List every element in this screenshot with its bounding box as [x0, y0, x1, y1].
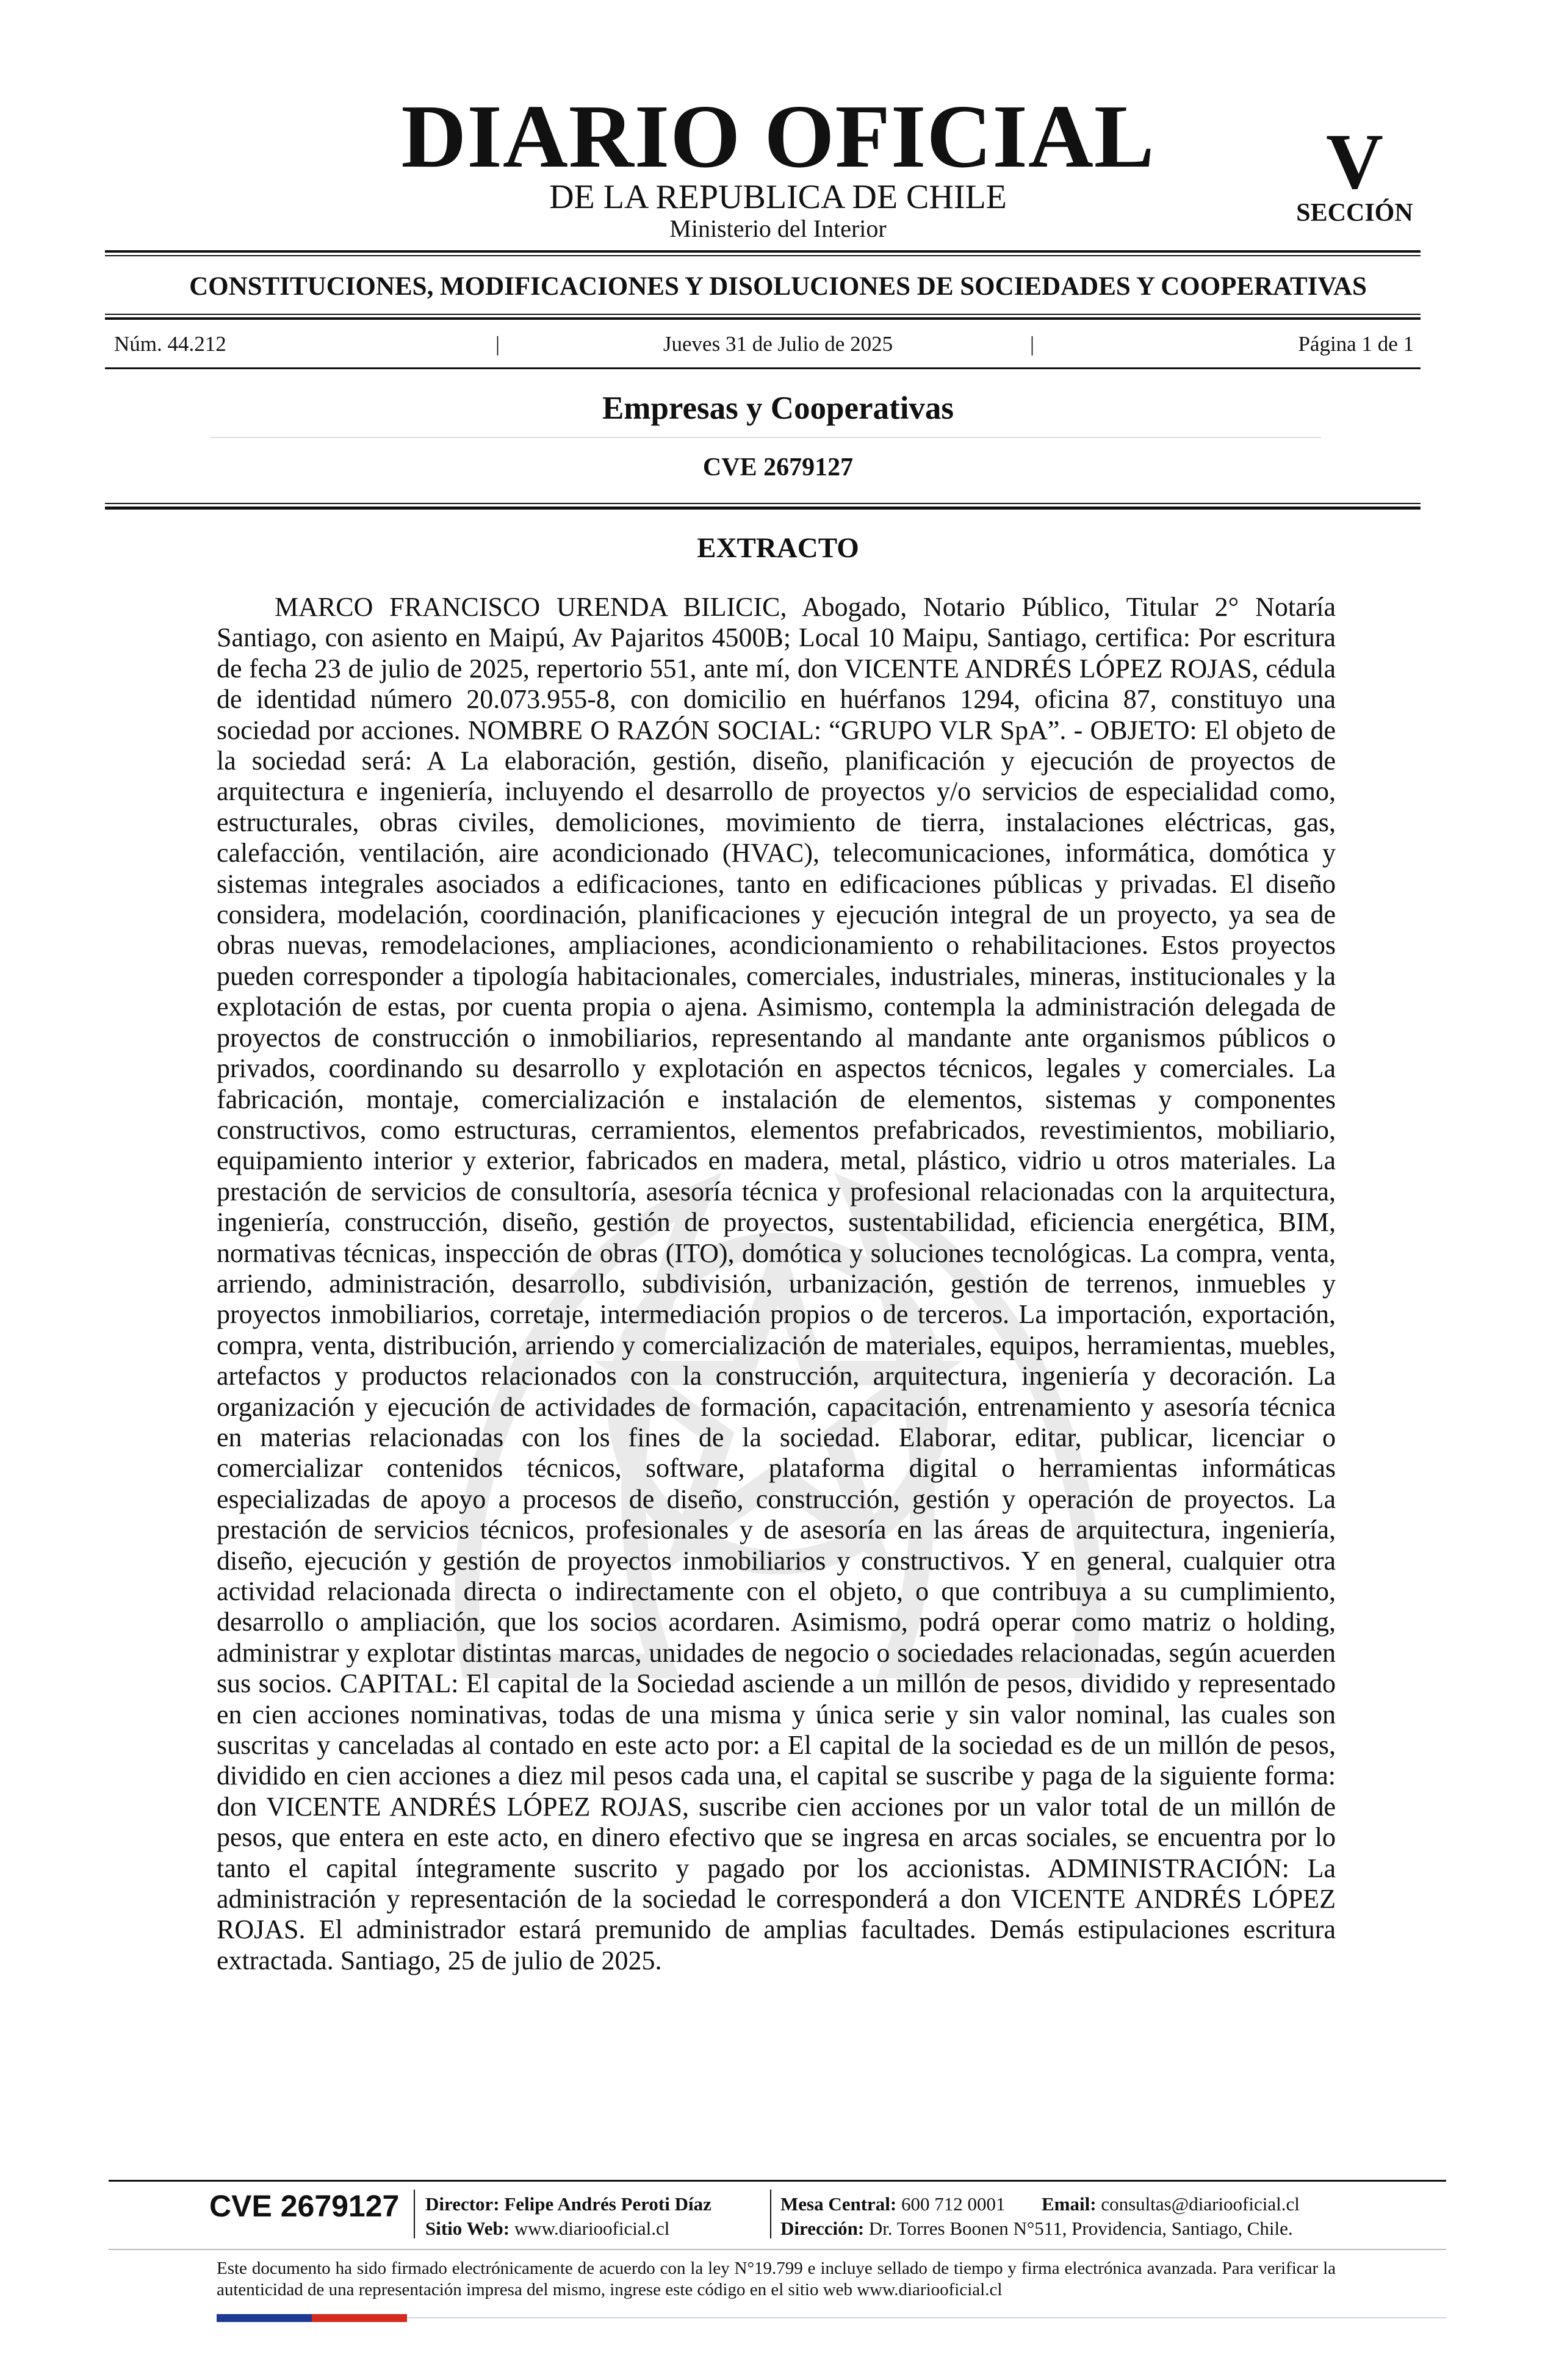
- header-rule-top: [105, 250, 1421, 253]
- issue-date: Jueves 31 de Julio de 2025: [663, 332, 893, 356]
- flag-blue-segment: [217, 2314, 312, 2322]
- footer-director-value: Felipe Andrés Peroti Díaz: [504, 2193, 711, 2215]
- section-heading-rule: [211, 437, 1321, 438]
- footer-email: [1042, 2194, 1300, 2213]
- footer-divider: [770, 2190, 771, 2238]
- footer-rule-top: [109, 2180, 1446, 2182]
- footer-email-link[interactable]: consultas@diariooficial.cl: [1101, 2193, 1300, 2215]
- masthead-ministry: Ministerio del Interior: [669, 215, 887, 242]
- footer-address-value: Dr. Torres Boonen N°511, Providencia, Santiago, Chile.: [868, 2218, 1293, 2239]
- category-title: CONSTITUCIONES, MODIFICACIONES Y DISOLUCIONES DE SOCIEDADES Y COOPERATIVAS: [189, 272, 1367, 301]
- footer-phone-label: Mesa Central:: [780, 2193, 897, 2215]
- extract-title: EXTRACTO: [697, 532, 859, 564]
- issue-separator: |: [495, 332, 500, 356]
- flag-red-segment: [312, 2314, 407, 2322]
- footer-website-link[interactable]: www.diariooficial.cl: [514, 2218, 670, 2239]
- masthead-subtitle: DE LA REPUBLICA DE CHILE: [549, 178, 1007, 216]
- footer-rule-middle: [109, 2249, 1446, 2250]
- footer-phone-value: 600 712 0001: [901, 2193, 1006, 2215]
- footer-rule-bottom: [407, 2317, 1446, 2318]
- footer-director-label: Director:: [425, 2193, 500, 2215]
- issue-rule-bottom: [105, 367, 1421, 369]
- footer-legal-notice: Este documento ha sido firmado electrónicamente de acuerdo con la ley N°19.799 e incluye sellado de tiempo y firma electrónica avanzada. Para verificar la autenticidad de una representación impresa del mismo, ingrese este código en el sitio web www.diariooficial.cl: [217, 2259, 1336, 2299]
- header-rule-top-thin: [105, 255, 1421, 256]
- section-letter: V: [1326, 118, 1383, 206]
- footer-divider: [414, 2190, 415, 2238]
- extract-body-text: MARCO FRANCISCO URENDA BILICIC, Abogado, Notario Público, Titular 2° Notaría Santiago, con asiento en Maipú, Av Pajaritos 4500B; Local 10 Maipu, Santiago, certifica: Por escritura de fecha 23 de julio de 2025, repertorio 551, ante mí, don VICENTE ANDRÉS LÓPEZ ROJAS, cédula de identidad número 20.073.955-8, con domicilio en huérfanos 1294, oficina 87, constituyo una sociedad por acciones. NOMBRE O RAZÓN SOCIAL: “GRUPO VLR SpA”. - OBJETO: El objeto de la sociedad será: A La elaboración, gestión, diseño, planificación y ejecución de proyectos de arquitectura e ingeniería, incluyendo el desarrollo de proyectos y/o servicios de especialidad como, estructurales, obras civiles, demoliciones, movimiento de tierra, instalaciones eléctricas, gas, calefacción, ventilación, aire acondicionado (HVAC), telecomunicaciones, informática, domótica y sistemas integrales asociados a edificaciones, tanto en edificaciones públicas y privadas. El diseño considera, modelación, coordinación, planificaciones y ejecución integral de un proyecto, ya sea de obras nuevas, remodelaciones, ampliaciones, acondicionamiento o rehabilitaciones. Estos proyectos pueden corresponder a tipología habitacionales, comerciales, industriales, mineras, institucionales y la explotación de estas, por cuenta propia o ajena. Asimismo, contempla la administración delegada de proyectos de construcción o inmobiliarios, representando al mandante ante organismos públicos o privados, coordinando su desarrollo y explotación en aspectos técnicos, legales y comerciales. La fabricación, montaje, comercialización e instalación de elementos, sistemas y componentes constructivos, como estructuras, cerramientos, elementos prefabricados, revestimientos, mobiliario, equipamiento interior y exterior, fabricados en madera, metal, plástico, vidrio u otros materiales. La prestación de servicios de consultoría, asesoría técnica y profesional relacionadas con la arquitectura, ingeniería, construcción, diseño, gestión de proyectos, sustentabilidad, eficiencia energética, BIM, normativas técnicas, inspección de obras (ITO), domótica y soluciones tecnológicas. La compra, venta, arriendo, administración, desarrollo, subdivisión, urbanización, gestión de terrenos, inmuebles y proyectos inmobiliarios, corretaje, intermediación propios o de terceros. La importación, exportación, compra, venta, distribución, arriendo y comercialización de materiales, equipos, herramientas, muebles, artefactos y productos relacionados con la construcción, arquitectura, ingeniería y decoración. La organización y ejecución de actividades de formación, capacitación, entrenamiento y asesoría técnica en materias relacionadas con los fines de la sociedad. Elaborar, editar, publicar, licenciar o comercializar contenidos técnicos, software, plataforma digital o herramientas informáticas especializadas de apoyo a procesos de diseño, construcción, gestión y operación de proyectos. La prestación de servicios técnicos, profesionales y de asesoría en las áreas de arquitectura, ingeniería, diseño, ejecución y gestión de proyectos inmobiliarios y constructivos. Y en general, cualquier otra actividad relacionada directa o indirectamente con el objeto, o que contribuya a su cumplimiento, desarrollo o ampliación, que los socios acordaren. Asimismo, podrá operar como matriz o holding, administrar y explotar distintas marcas, unidades de negocio o sociedades relacionadas, según acuerden sus socios. CAPITAL: El capital de la Sociedad asciende a un millón de pesos, dividido y representado en cien acciones nominativas, todas de una misma y única serie y sin valor nominal, las cuales son suscritas y canceladas al contado en este acto por: a El capital de la sociedad es de un millón de pesos, dividido en cien acciones a diez mil pesos cada una, el capital se suscribe y paga de la siguiente forma: don VICENTE ANDRÉS LÓPEZ ROJAS, suscribe cien acciones por un valor total de un millón de pesos, que entera en este acto, en dinero efectivo que se ingresa en arcas sociales, se encuentra por lo tanto el capital íntegramente suscrito y pagado por los accionistas. ADMINISTRACIÓN: La administración y representación de la sociedad le corresponderá a don VICENTE ANDRÉS LÓPEZ ROJAS. El administrador estará premunido de amplias facultades. Demás estipulaciones escritura extractada. Santiago, 25 de julio de 2025.: [217, 592, 1336, 1975]
- issue-number: Núm. 44.212: [114, 332, 226, 356]
- section-heading: Empresas y Cooperativas: [602, 391, 954, 426]
- footer-address-label: Dirección:: [780, 2218, 865, 2239]
- issue-page: Página 1 de 1: [1298, 332, 1414, 356]
- masthead-title: DIARIO OFICIAL: [401, 87, 1155, 187]
- category-rule-bottom-thick: [105, 317, 1421, 320]
- cve-rule-bottom-thick: [105, 507, 1421, 510]
- issue-separator: |: [1030, 332, 1035, 356]
- footer-website-label: Sitio Web:: [425, 2218, 510, 2239]
- cve-code: CVE 2679127: [702, 453, 854, 481]
- footer-cve-code: CVE 2679127: [209, 2189, 400, 2223]
- footer-email-label: Email:: [1042, 2193, 1097, 2215]
- section-label: SECCIÓN: [1296, 199, 1413, 227]
- chile-flag-bar: [217, 2314, 407, 2322]
- footer-address: [780, 2219, 1293, 2238]
- category-rule-bottom: [105, 314, 1421, 315]
- footer-phone: [780, 2194, 1006, 2213]
- cve-rule-top: [105, 503, 1421, 504]
- footer-website: [425, 2219, 669, 2238]
- footer-director: [425, 2194, 711, 2213]
